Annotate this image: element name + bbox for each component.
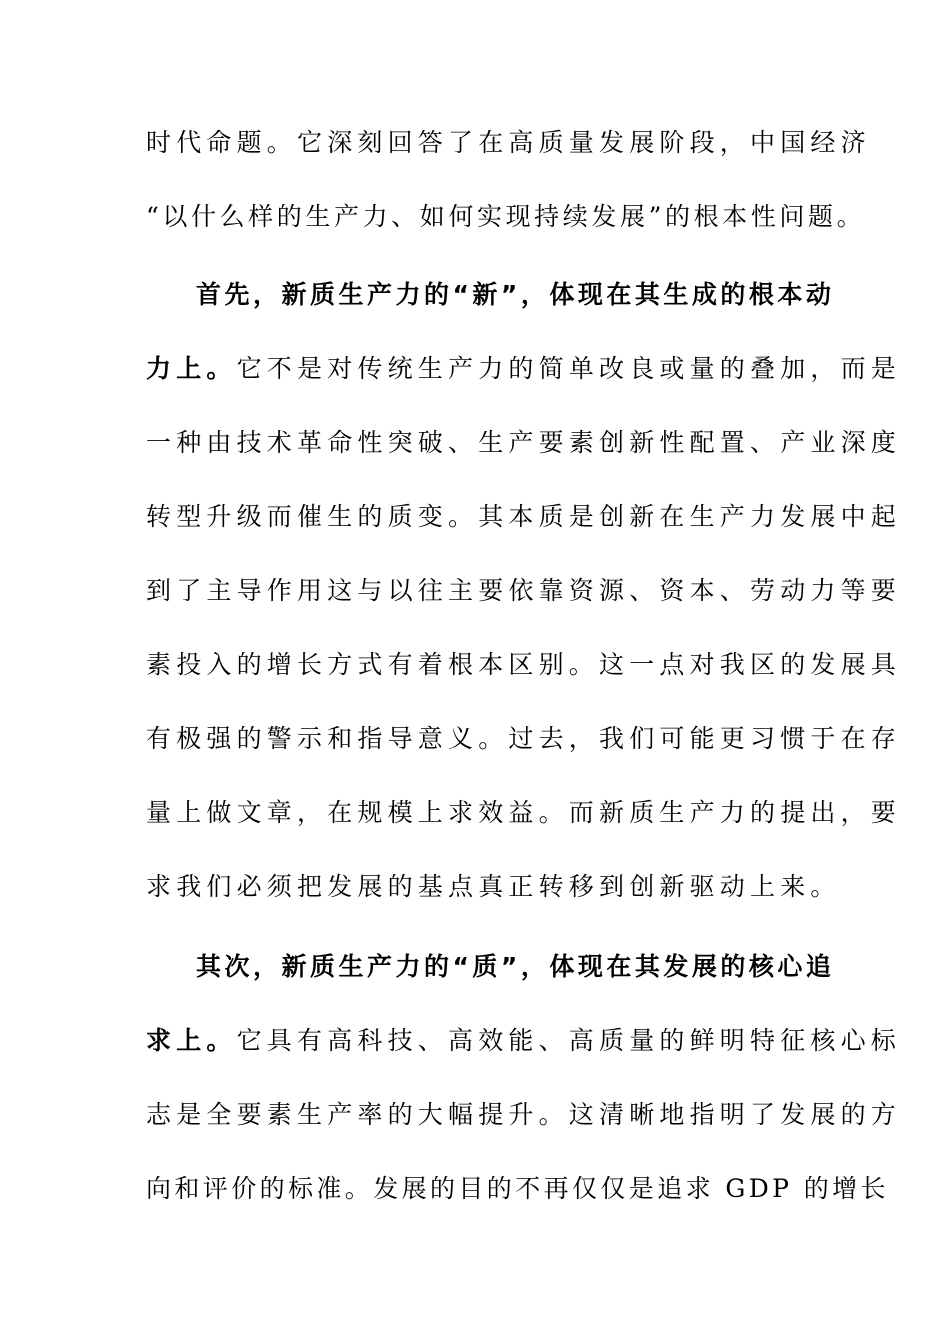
- paragraph-line: 时代命题。它深刻回答了在高质量发展阶段，中国经济: [146, 128, 871, 157]
- paragraph-line: [146, 352, 901, 386]
- paragraph-line: 量上做文章，在规模上求效益。而新质生产力的提出，要: [146, 798, 902, 827]
- paragraph-line: “以什么样的生产力、如何实现持续发展”的根本性问题。: [146, 202, 866, 231]
- paragraph-line: 求我们必须把发展的基点真正转移到创新驱动上来。: [146, 872, 841, 901]
- paragraph-line: 向和评价的标准。发展的目的不再仅仅是追求 GDP 的增长: [146, 1174, 889, 1203]
- section-heading-tail: 力上。: [146, 354, 237, 383]
- paragraph-text: 它不是对传统生产力的简单改良或量的叠加，而是: [236, 354, 902, 383]
- paragraph-text: 它具有高科技、高效能、高质量的鲜明特征核心标: [236, 1026, 902, 1055]
- section-heading-tail: 求上。: [146, 1026, 237, 1055]
- paragraph-line: 志是全要素生产率的大幅提升。这清晰地指明了发展的方: [146, 1100, 902, 1129]
- paragraph-line: [146, 1024, 901, 1058]
- section-heading-line: 首先，新质生产力的“新”，体现在其生成的根本动: [196, 280, 835, 309]
- section-heading-line: 其次，新质生产力的“质”，体现在其发展的核心追: [196, 952, 835, 981]
- paragraph-line: 转型升级而催生的质变。其本质是创新在生产力发展中起: [146, 502, 902, 531]
- paragraph-line: 一种由技术革命性突破、生产要素创新性配置、产业深度: [146, 428, 902, 457]
- paragraph-line: 素投入的增长方式有着根本区别。这一点对我区的发展具: [146, 650, 902, 679]
- paragraph-line: 到了主导作用这与以往主要依靠资源、资本、劳动力等要: [146, 576, 902, 605]
- paragraph-line: 有极强的警示和指导意义。过去，我们可能更习惯于在存: [146, 724, 902, 753]
